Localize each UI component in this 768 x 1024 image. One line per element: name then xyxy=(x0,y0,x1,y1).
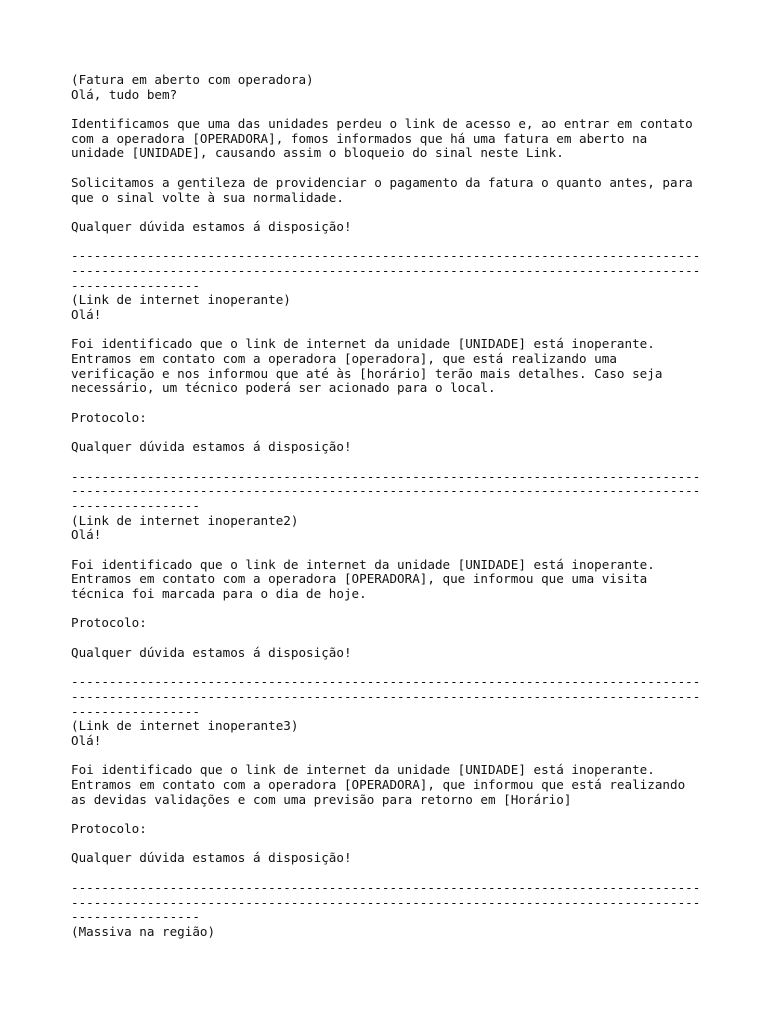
paragraph-line: que o sinal volte à sua normalidade. xyxy=(71,189,344,205)
closing-line: Qualquer dúvida estamos á disposição! xyxy=(71,218,352,234)
separator-line: ----------------------------------------------------------------------------------- xyxy=(71,689,701,704)
greeting: Olá! xyxy=(71,732,102,748)
protocol-line: Protocolo: xyxy=(71,821,147,837)
section-title: (Link de internet inoperante3) xyxy=(71,718,299,734)
paragraph-line: unidade [UNIDADE], causando assim o bloqueio do sinal neste Link. xyxy=(71,145,564,161)
blank-line xyxy=(71,543,701,558)
protocol-line: Protocolo: xyxy=(71,615,147,631)
separator-line: ----------------------------------------------------------------------------------- xyxy=(71,880,701,895)
paragraph-line: verificação e nos informou que até às [horário] terão mais detalhes. Caso seja xyxy=(71,365,663,381)
blank-line xyxy=(71,205,701,220)
separator-line: ----------------------------------------------------------------------------------- xyxy=(71,249,701,264)
blank-line xyxy=(71,749,701,764)
separator-line: ----------------- xyxy=(71,704,200,719)
blank-line xyxy=(71,323,701,338)
closing-line: Qualquer dúvida estamos á disposição! xyxy=(71,644,352,660)
section-title: (Link de internet inoperante2) xyxy=(71,512,299,528)
paragraph-line: Foi identificado que o link de internet da unidade [UNIDADE] está inoperante. xyxy=(71,556,655,572)
blank-line xyxy=(71,455,701,470)
paragraph-line: com a operadora [OPERADORA], fomos informados que há uma fatura em aberto na xyxy=(71,130,648,146)
blank-line xyxy=(71,235,701,250)
section-title: (Massiva na região) xyxy=(71,923,216,939)
separator-line: ----------------- xyxy=(71,498,200,513)
greeting: Olá! xyxy=(71,527,102,543)
blank-line xyxy=(71,102,701,117)
blank-line xyxy=(71,396,701,411)
protocol-line: Protocolo: xyxy=(71,409,147,425)
blank-line xyxy=(71,837,701,852)
blank-line xyxy=(71,866,701,881)
separator-line: ----------------- xyxy=(71,910,200,925)
paragraph-line: Solicitamos a gentileza de providenciar o pagamento da fatura o quanto antes, para xyxy=(71,174,693,190)
separator-line: ----------------------------------------------------------------------------------- xyxy=(71,895,701,910)
separator-line: ----------------------------------------------------------------------------------- xyxy=(71,469,701,484)
paragraph-line: Foi identificado que o link de internet da unidade [UNIDADE] está inoperante. xyxy=(71,762,655,778)
greeting: Olá, tudo bem? xyxy=(71,86,178,102)
greeting: Olá! xyxy=(71,307,102,322)
paragraph-line: Entramos em contato com a operadora [OPERADORA], que informou que uma visita xyxy=(71,571,648,587)
blank-line xyxy=(71,161,701,176)
separator-line: ----------------------------------------------------------------------------------- xyxy=(71,263,701,278)
separator-line: ----------------------------------------------------------------------------------- xyxy=(71,675,701,690)
paragraph-line: as devidas validações e com uma previsão para retorno em [Horário] xyxy=(71,791,572,807)
closing-line: Qualquer dúvida estamos á disposição! xyxy=(71,850,352,866)
blank-line xyxy=(71,426,701,441)
paragraph-line: Identificamos que uma das unidades perdeu o link de acesso e, ao entrar em contato xyxy=(71,116,693,132)
paragraph-line: necessário, um técnico poderá ser acionado para o local. xyxy=(71,380,496,396)
paragraph-line: Entramos em contato com a operadora [operadora], que está realizando uma xyxy=(71,351,617,367)
blank-line xyxy=(71,602,701,617)
blank-line xyxy=(71,631,701,646)
separator-line: ----------------------------------------------------------------------------------- xyxy=(71,484,701,499)
blank-line xyxy=(71,661,701,676)
section-title: (Fatura em aberto com operadora) xyxy=(71,72,314,87)
separator-line: ----------------- xyxy=(71,278,200,293)
document-page xyxy=(71,73,701,940)
section-title: (Link de internet inoperante) xyxy=(71,292,291,308)
closing-line: Qualquer dúvida estamos á disposição! xyxy=(71,439,352,455)
paragraph-line: Entramos em contato com a operadora [OPERADORA], que informou que está realizando xyxy=(71,777,686,792)
blank-line xyxy=(71,807,701,822)
paragraph-line: Foi identificado que o link de internet da unidade [UNIDADE] está inoperante. xyxy=(71,336,655,352)
paragraph-line: técnica foi marcada para o dia de hoje. xyxy=(71,586,367,602)
